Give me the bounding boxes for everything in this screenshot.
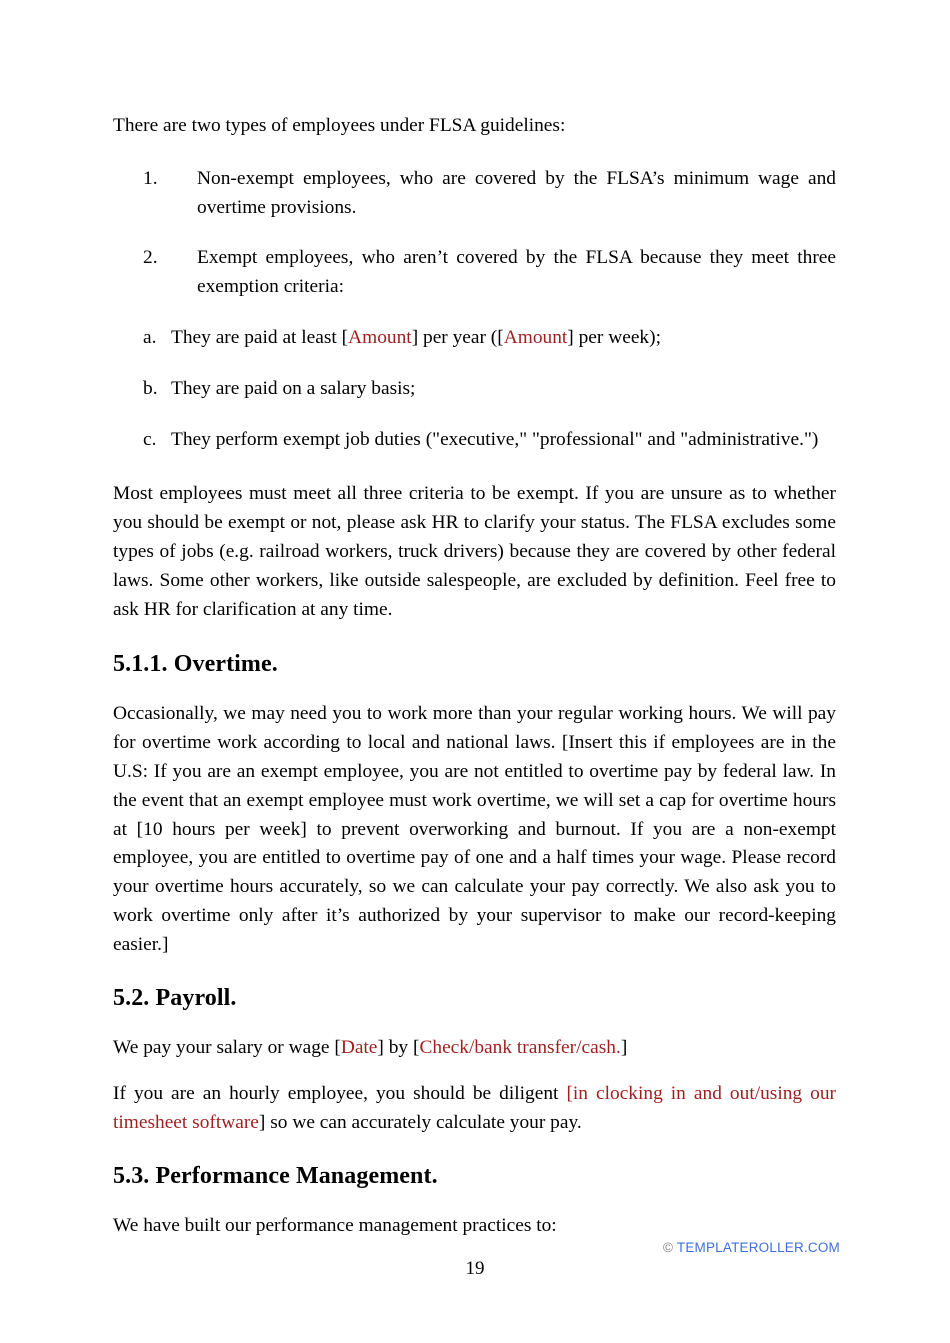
list-item-text: They are paid on a salary basis; <box>171 377 416 399</box>
placeholder-amount-year: Amount <box>348 326 412 348</box>
payroll-paragraph-1 <box>113 1034 836 1063</box>
payroll-text-middle: ] by [ <box>377 1036 420 1058</box>
criteria-a-text-after: ] per week); <box>567 326 661 348</box>
placeholder-amount-week: Amount <box>503 326 568 348</box>
watermark-label: TEMPLATEROLLER.COM <box>676 1240 841 1255</box>
list-item-text: Non-exempt employees, who are covered by the FLSA’s minimum wage and overtime provisions. <box>197 167 836 218</box>
payroll-text-before: We pay your salary or wage [ <box>113 1036 341 1058</box>
heading-performance-management: 5.3. Performance Management. <box>113 1162 438 1189</box>
placeholder-date: Date <box>340 1036 378 1058</box>
list-item <box>143 375 836 404</box>
list-item-text: They perform exempt job duties ("executive," "professional" and "administrative.") <box>171 428 819 450</box>
page-content <box>113 112 836 1241</box>
templateroller-watermark[interactable] <box>663 1240 840 1255</box>
criteria-a-text-middle: ] per year ([ <box>411 326 504 348</box>
exempt-note-paragraph: Most employees must meet all three criteria to be exempt. If you are unsure as to whether you should be exempt or not, please ask HR to clarify your status. The FLSA excludes some types of jobs (e.g. railroad workers, truck drivers) because they are covered by other federal laws. Some other workers, like outside salespeople, are excluded by definition. Feel free to ask HR for clarification at any time. <box>113 483 836 620</box>
list-marker: 2. <box>143 247 158 269</box>
list-marker: a. <box>143 326 157 348</box>
list-marker: 1. <box>143 167 158 189</box>
intro-paragraph: There are two types of employees under FLSA guidelines: <box>113 115 566 136</box>
placeholder-timesheet: [in clocking in and out/using our timesheet software <box>113 1083 836 1134</box>
list-item-text: Exempt employees, who aren’t covered by the FLSA because they meet three exemption criteria: <box>197 247 836 298</box>
list-marker: b. <box>143 377 158 399</box>
overtime-paragraph: Occasionally, we may need you to work more than your regular working hours. We will pay for overtime work according to local and national laws. [Insert this if employees are in the U.S: If you are an exempt employee, you are not entitled to overtime pay by federal law. In the event that an exempt employee must work overtime, we will set a cap for overtime hours at [10 hours per week] to prevent overworking and burnout. If you are a non-exempt employee, you are entitled to overtime pay of one and a half times your wage. Please record your overtime hours accurately, so we can calculate your pay correctly. We also ask you to work overtime only after it’s authorized by your supervisor to make our record-keeping easier.] <box>113 703 836 955</box>
exemption-criteria-list <box>113 324 836 454</box>
page-number: 19 <box>465 1258 485 1279</box>
heading-payroll: 5.2. Payroll. <box>113 984 237 1011</box>
payroll-paragraph-2 <box>113 1080 836 1138</box>
list-item <box>143 244 836 302</box>
payroll-text-after: ] <box>620 1036 628 1058</box>
list-item <box>143 165 836 223</box>
list-item <box>143 426 836 455</box>
employee-types-list <box>113 165 836 302</box>
placeholder-payment-method: Check/bank transfer/cash. <box>419 1036 621 1058</box>
hourly-text-after: ] so we can accurately calculate your pay. <box>258 1112 582 1134</box>
list-item <box>143 324 836 353</box>
hourly-text-before: If you are an hourly employee, you should be diligent <box>113 1083 567 1105</box>
list-marker: c. <box>143 428 157 450</box>
heading-overtime: 5.1.1. Overtime. <box>113 651 278 678</box>
criteria-a-text-before: They are paid at least [ <box>171 326 349 348</box>
copyright-icon: © <box>663 1240 674 1255</box>
list-item-text <box>171 327 661 348</box>
performance-management-paragraph: We have built our performance management practices to: <box>113 1214 557 1236</box>
